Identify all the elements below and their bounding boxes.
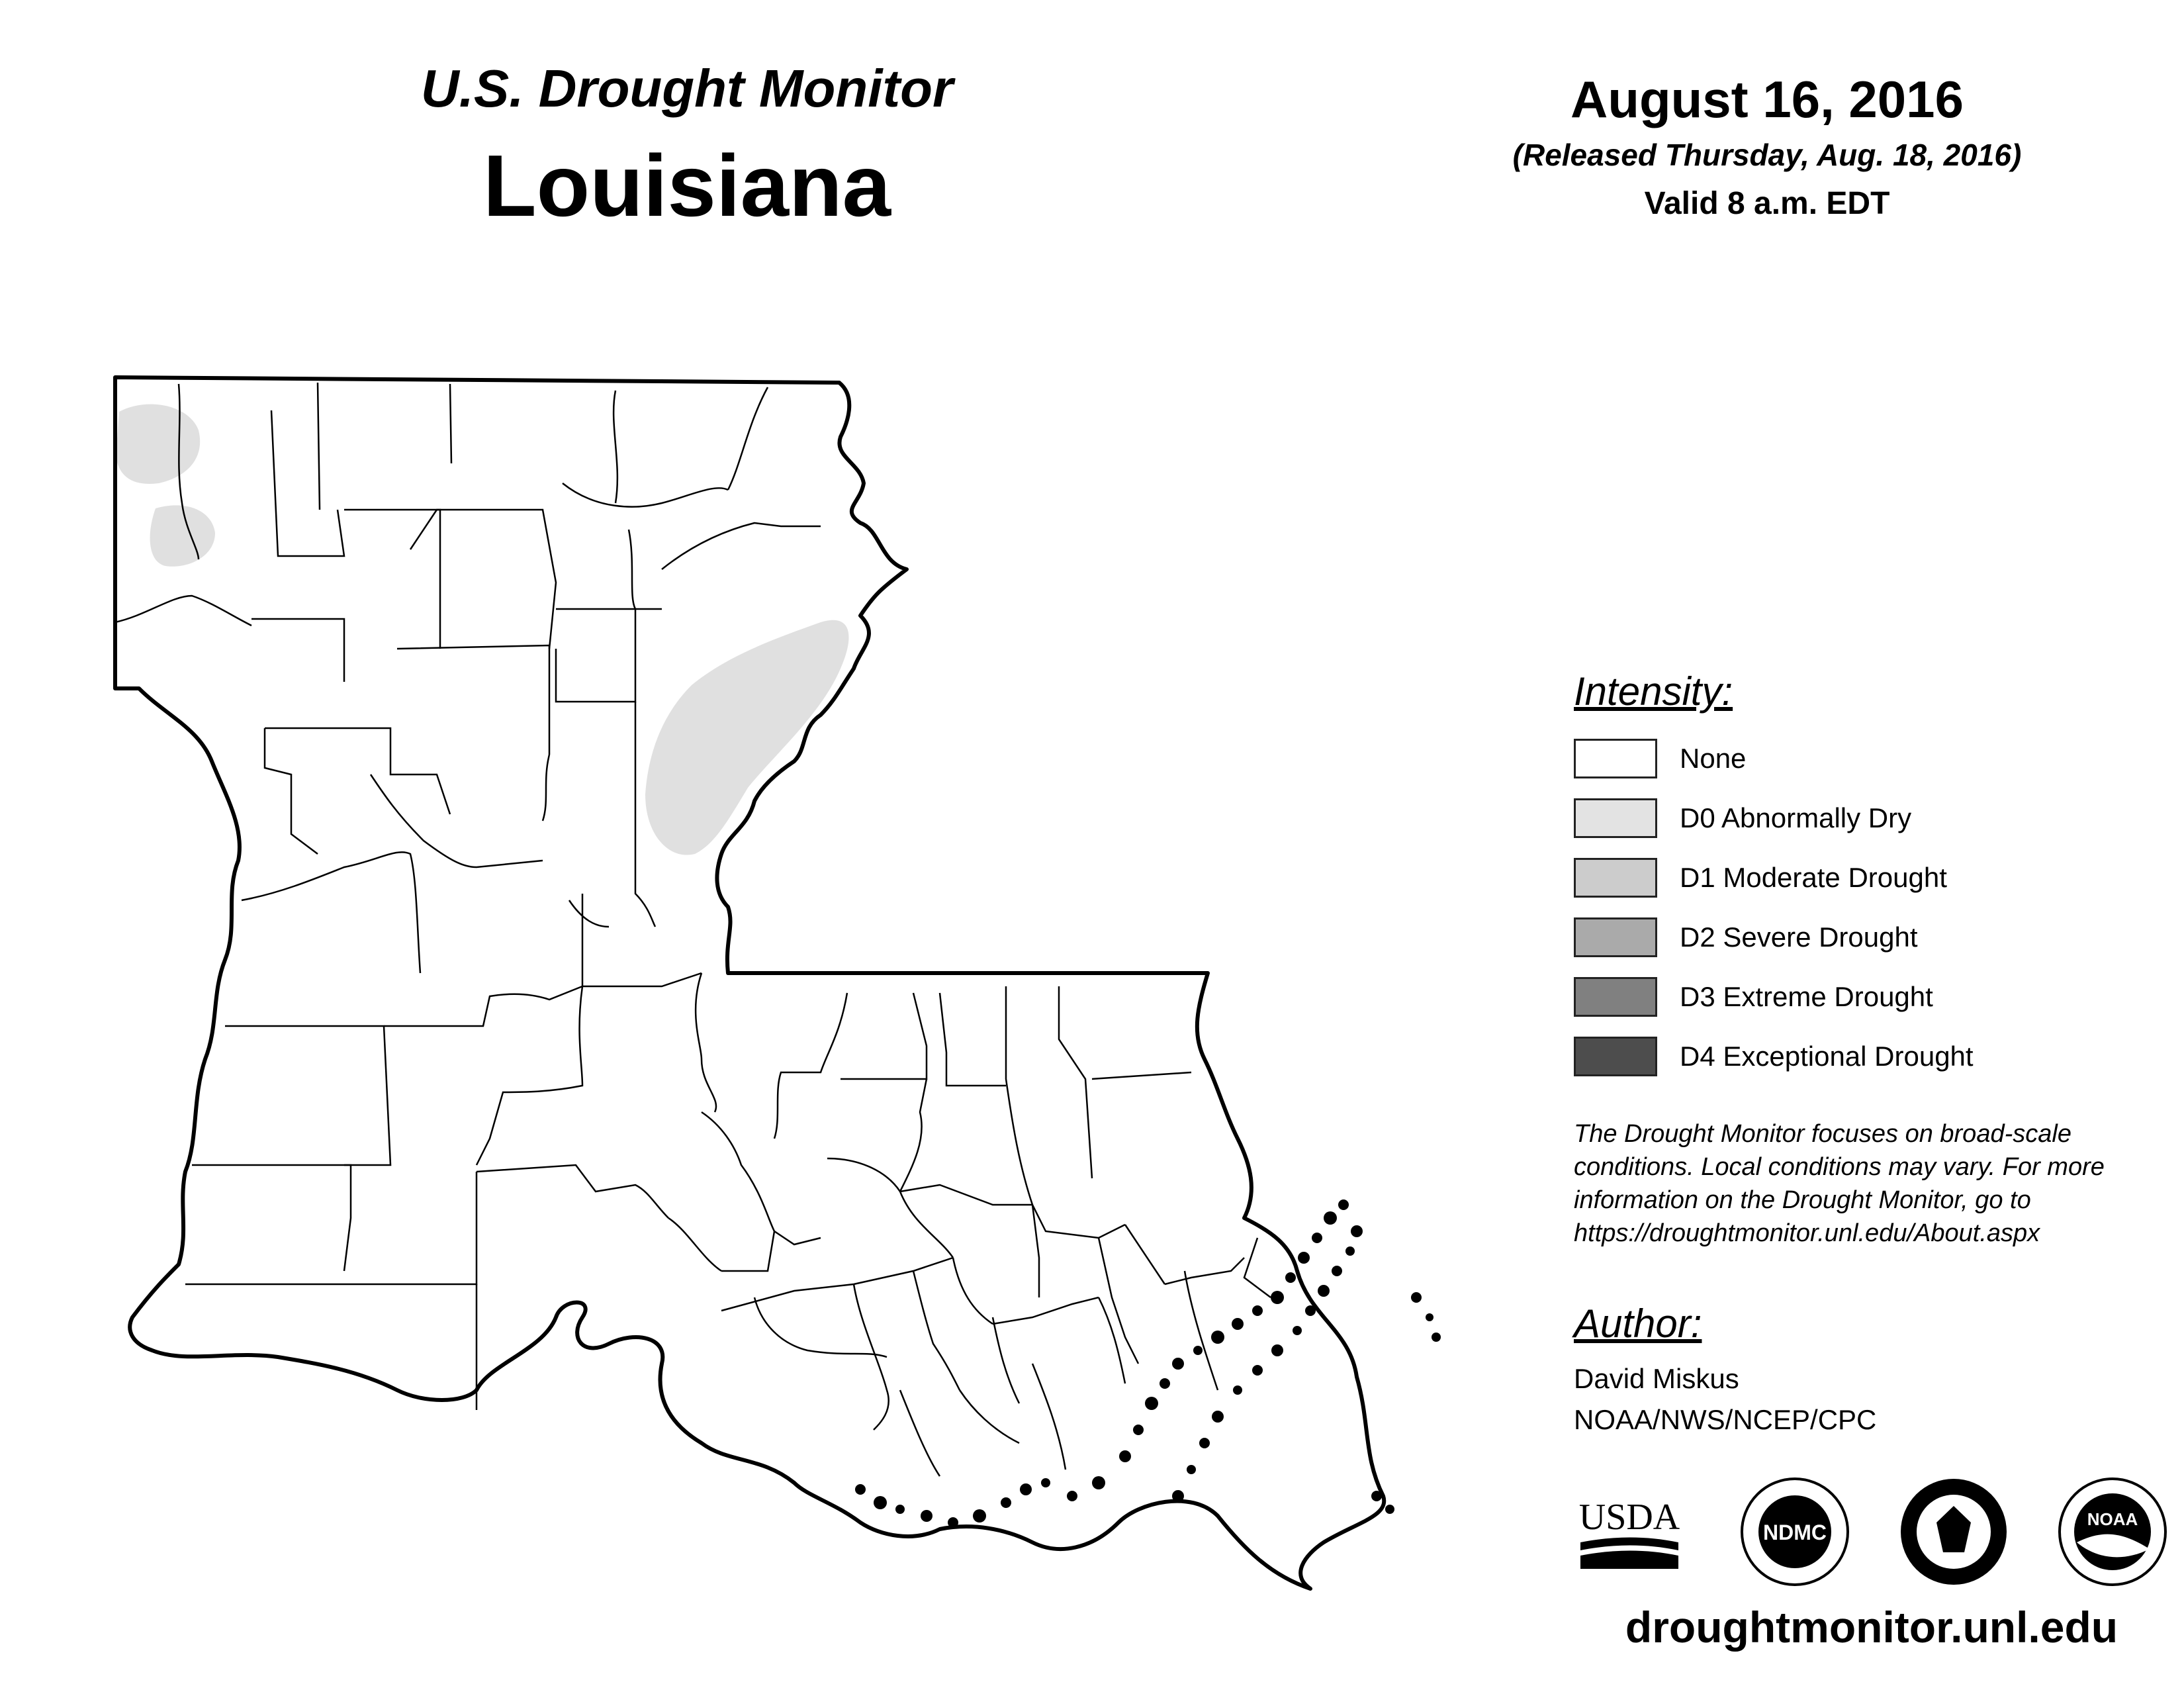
legend-swatch bbox=[1574, 739, 1657, 778]
disclaimer-note: The Drought Monitor focuses on broad-scale conditions. Local conditions may vary. For more information on the Drought Monitor, go to https://droughtmonitor.unl.edu/About.aspx bbox=[1574, 1120, 2105, 1247]
author-name: David Miskus bbox=[1574, 1363, 1739, 1394]
legend-label: D2 Severe Drought bbox=[1680, 921, 1918, 953]
ndmc-logo bbox=[1739, 1476, 1850, 1587]
release-date: (Released Thursday, Aug. 18, 2016) bbox=[1512, 138, 2022, 172]
partner-logos bbox=[1574, 1476, 2169, 1602]
legend bbox=[1574, 669, 2169, 1086]
map-date: August 16, 2016 bbox=[1570, 70, 1964, 128]
legend-item-d4 bbox=[1574, 1027, 2169, 1086]
map-title: Louisiana bbox=[482, 137, 891, 234]
state-outline bbox=[115, 377, 1384, 1589]
parish-boundaries bbox=[115, 383, 1271, 1476]
legend-title: Intensity: bbox=[1574, 669, 1733, 714]
legend-swatch bbox=[1574, 798, 1657, 838]
ndmc-logo-text: NDMC bbox=[1763, 1521, 1827, 1544]
legend-swatch bbox=[1574, 917, 1657, 957]
legend-label: D0 Abnormally Dry bbox=[1680, 802, 1912, 833]
noaa-logo-text: NOAA bbox=[2087, 1509, 2138, 1529]
legend-swatch bbox=[1574, 977, 1657, 1017]
d0-area-northwest-2 bbox=[150, 505, 215, 566]
legend-item-none bbox=[1574, 729, 2169, 788]
legend-item-d1 bbox=[1574, 848, 2169, 908]
legend-item-d3 bbox=[1574, 967, 2169, 1027]
author-title: Author: bbox=[1574, 1301, 1702, 1346]
map-supertitle: U.S. Drought Monitor bbox=[420, 59, 954, 118]
commerce-seal-icon bbox=[1898, 1476, 2009, 1587]
site-url[interactable]: droughtmonitor.unl.edu bbox=[1625, 1603, 2118, 1652]
legend-label: D1 Moderate Drought bbox=[1680, 862, 1947, 893]
usda-logo-text: USDA bbox=[1578, 1497, 1680, 1538]
author-org: NOAA/NWS/NCEP/CPC bbox=[1574, 1404, 1877, 1435]
d0-area-northwest bbox=[116, 404, 200, 484]
noaa-logo bbox=[2057, 1476, 2168, 1587]
usda-logo bbox=[1574, 1476, 1685, 1587]
legend-label: D4 Exceptional Drought bbox=[1680, 1041, 1974, 1072]
legend-swatch bbox=[1574, 1037, 1657, 1076]
legend-swatch bbox=[1574, 858, 1657, 898]
legend-item-d2 bbox=[1574, 908, 2169, 967]
author-block bbox=[1574, 1301, 2169, 1440]
legend-label: D3 Extreme Drought bbox=[1680, 981, 1933, 1012]
legend-label: None bbox=[1680, 743, 1747, 774]
legend-item-d0 bbox=[1574, 788, 2169, 848]
valid-time: Valid 8 a.m. EDT bbox=[1644, 186, 1890, 221]
